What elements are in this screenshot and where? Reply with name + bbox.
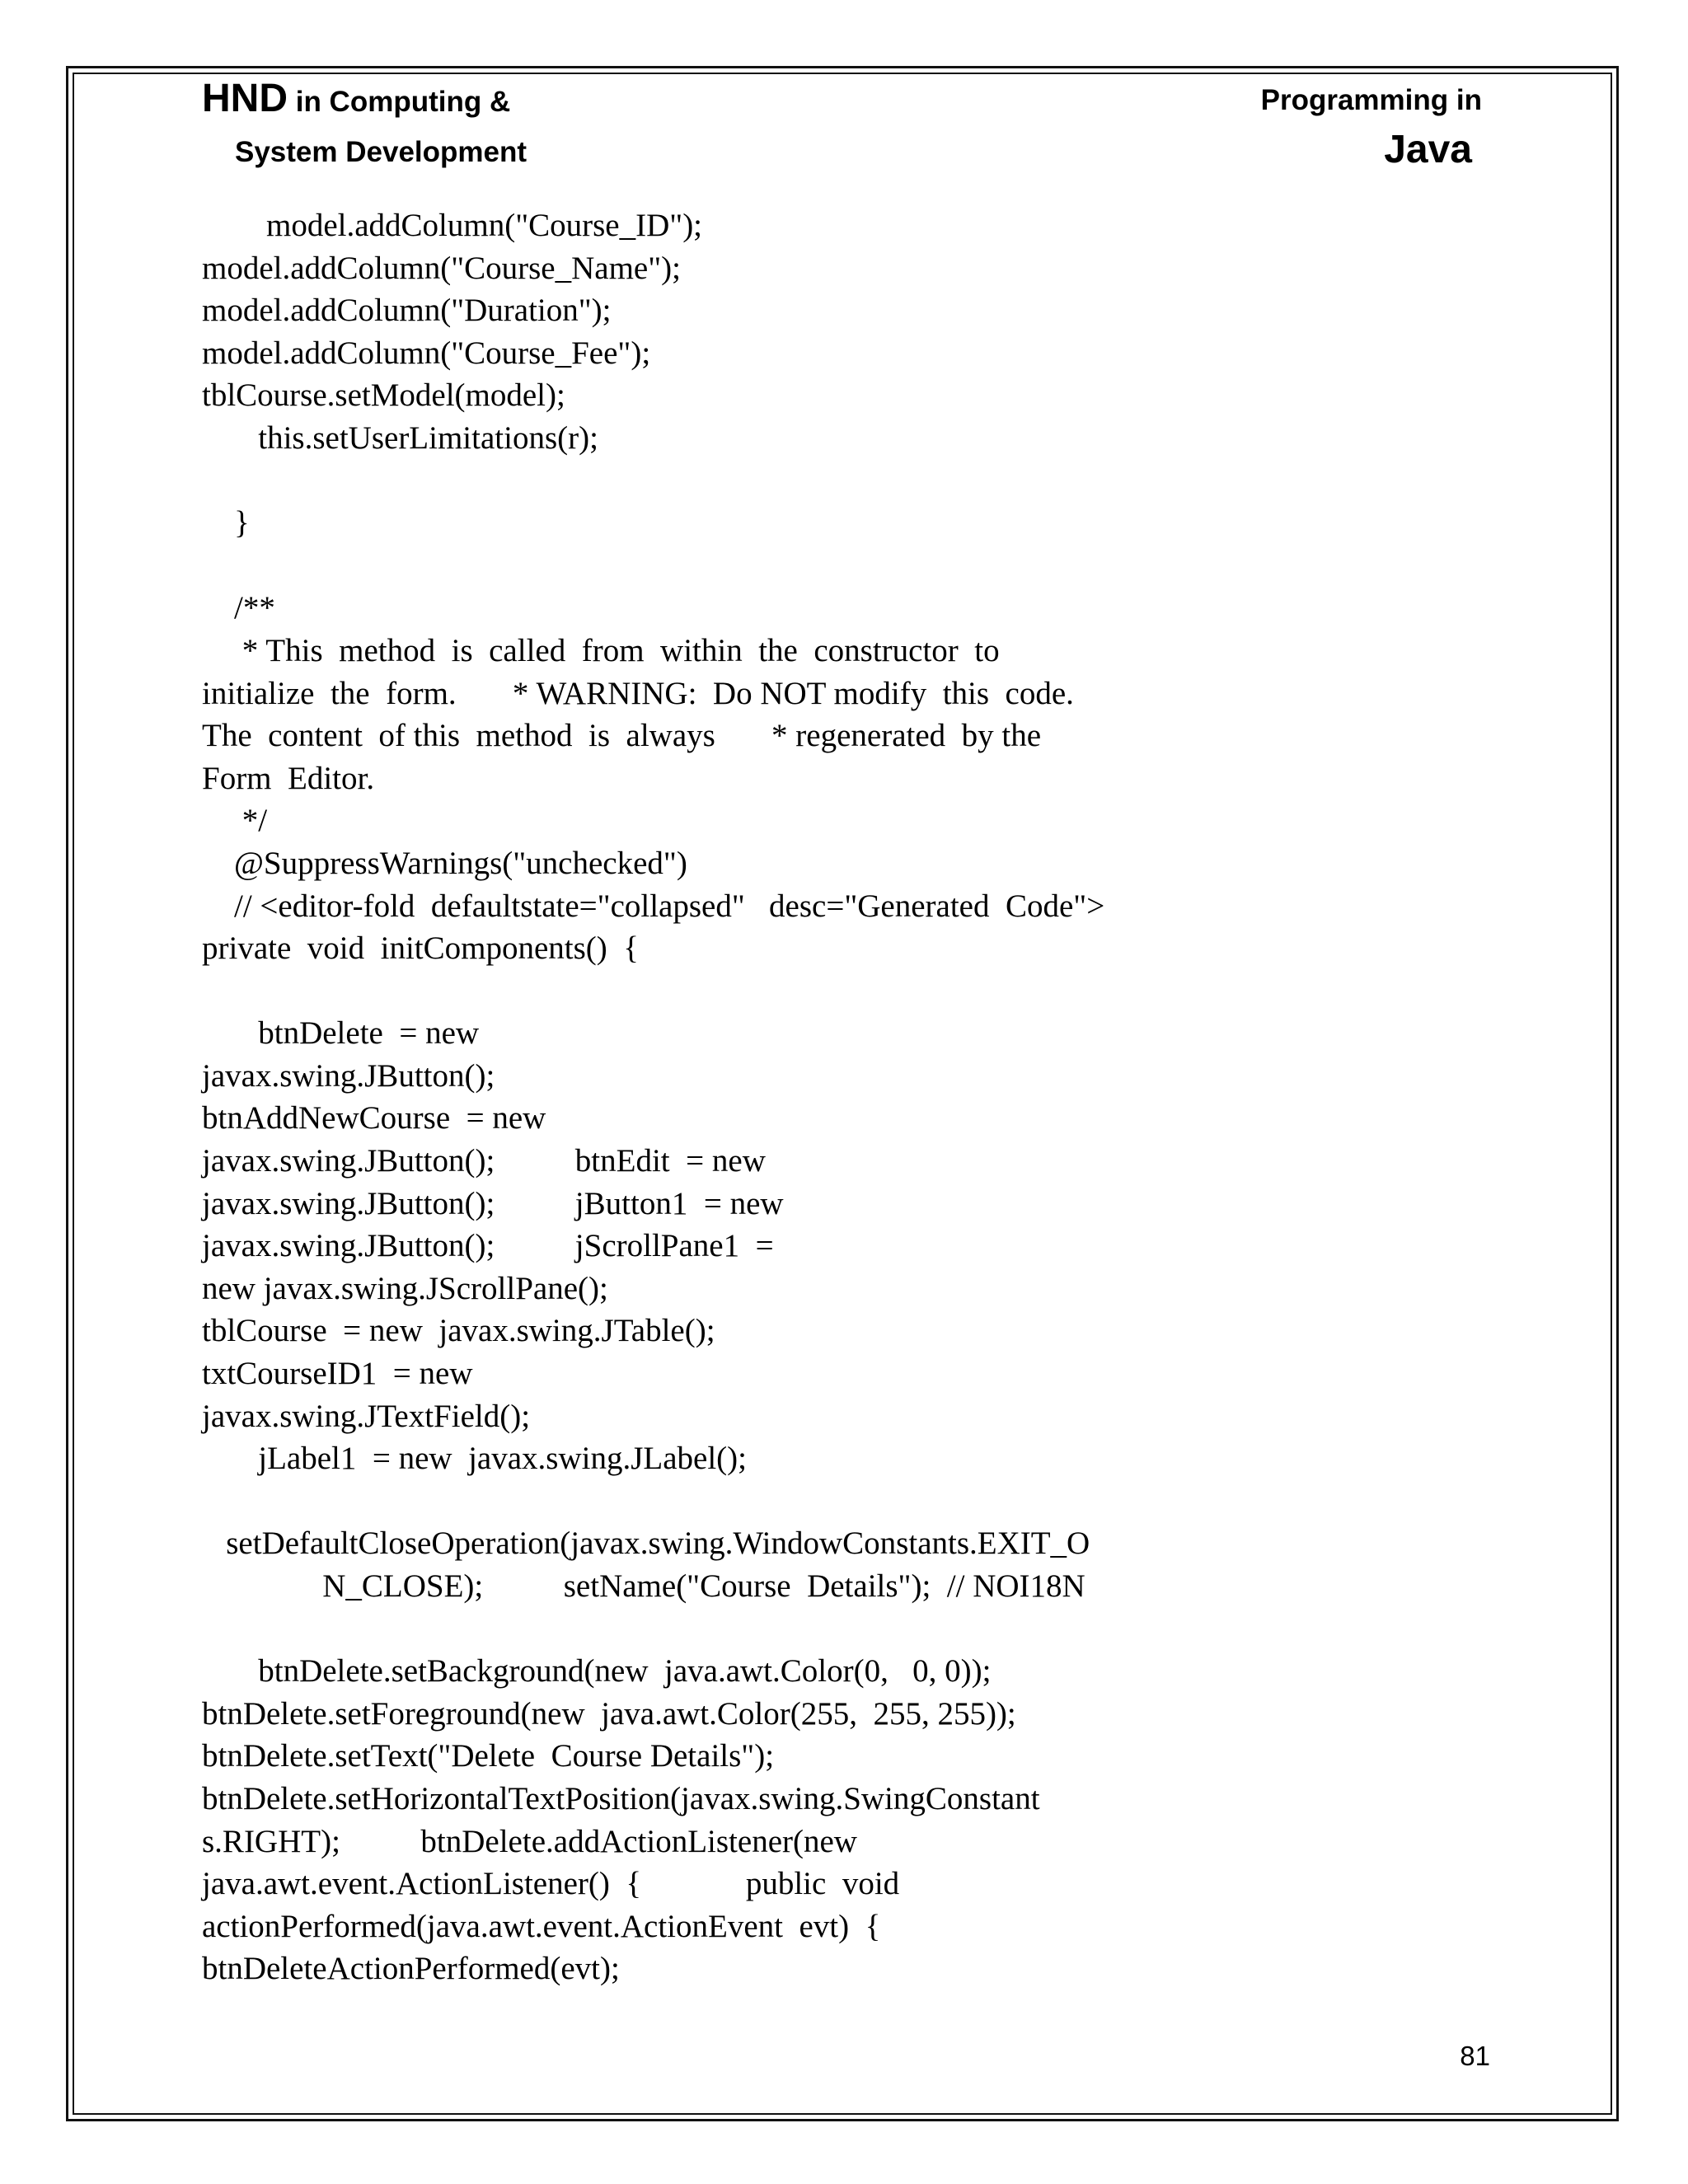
code-line [202, 1608, 1504, 1651]
code-line [202, 545, 1504, 588]
code-line [202, 970, 1504, 1013]
code-line: btnDelete.setBackground(new java.awt.Color(0, 0, 0)); [202, 1653, 992, 1690]
code-line: tblCourse.setModel(model); [202, 377, 565, 414]
code-listing [202, 204, 1504, 1990]
code-line: this.setUserLimitations(r); [202, 419, 598, 456]
code-line: // <editor-fold defaultstate="collapsed" desc="Generated Code"> [202, 888, 1105, 924]
page-number: 81 [1460, 2041, 1490, 2071]
code-line: N_CLOSE); setName("Course Details"); // NOI18N [202, 1568, 1085, 1604]
code-line [202, 1480, 1504, 1523]
code-line: model.addColumn("Course_Fee"); [202, 335, 651, 371]
code-line: javax.swing.JButton(); jScrollPane1 = [202, 1228, 774, 1264]
code-line: The content of this method is always * regenerated by the [202, 718, 1042, 754]
code-line: btnDelete.setHorizontalTextPosition(javax.swing.SwingConstant [202, 1780, 1040, 1816]
code-line: txtCourseID1 = new [202, 1356, 473, 1392]
code-line: Form Editor. [202, 760, 375, 796]
code-line [202, 460, 1504, 503]
code-line: tblCourse = new javax.swing.JTable(); [202, 1313, 715, 1349]
code-line: s.RIGHT); btnDelete.addActionListener(new [202, 1823, 857, 1859]
code-line: javax.swing.JButton(); btnEdit = new [202, 1143, 766, 1179]
code-line: btnDelete = new [202, 1015, 480, 1052]
header-subject-java: Java [1384, 128, 1472, 171]
code-line: private void initComponents() { [202, 930, 639, 967]
code-line: btnDelete.setText("Delete Course Details"); [202, 1738, 775, 1774]
code-line: jLabel1 = new javax.swing.JLabel(); [202, 1441, 747, 1477]
code-line: initialize the form. * WARNING: Do NOT modify this code. [202, 675, 1074, 711]
header-hnd: HND [202, 77, 288, 120]
header-system-development: System Development [235, 136, 528, 168]
code-line: java.awt.event.ActionListener() { public void [202, 1866, 900, 1902]
code-line: } [202, 505, 250, 541]
code-line: setDefaultCloseOperation(javax.swing.WindowConstants.EXIT_O [202, 1526, 1090, 1562]
code-line: javax.swing.JButton(); jButton1 = new [202, 1185, 784, 1221]
code-line: @SuppressWarnings("unchecked") [202, 845, 687, 881]
header-in-computing: in Computing & [288, 86, 511, 118]
code-line: */ [202, 803, 268, 839]
code-line: btnDelete.setForeground(new java.awt.Color(255, 255, 255)); [202, 1695, 1016, 1732]
code-line: model.addColumn("Duration"); [202, 293, 612, 329]
code-line: javax.swing.JButton(); [202, 1057, 495, 1094]
code-line: /** [202, 590, 275, 626]
code-line: btnAddNewCourse = new [202, 1100, 546, 1137]
code-line: model.addColumn("Course_Name"); [202, 250, 681, 286]
header-subject-line1: Programming in [1260, 84, 1482, 116]
code-line: * This method is called from within the constructor to [202, 632, 1000, 668]
code-line: btnDeleteActionPerformed(evt); [202, 1951, 620, 1987]
header-course-title [202, 73, 510, 134]
code-line: model.addColumn("Course_ID"); [202, 208, 703, 243]
code-line: actionPerformed(java.awt.event.ActionEvent evt) { [202, 1908, 881, 1944]
code-line: new javax.swing.JScrollPane(); [202, 1270, 608, 1306]
code-line: javax.swing.JTextField(); [202, 1398, 531, 1434]
